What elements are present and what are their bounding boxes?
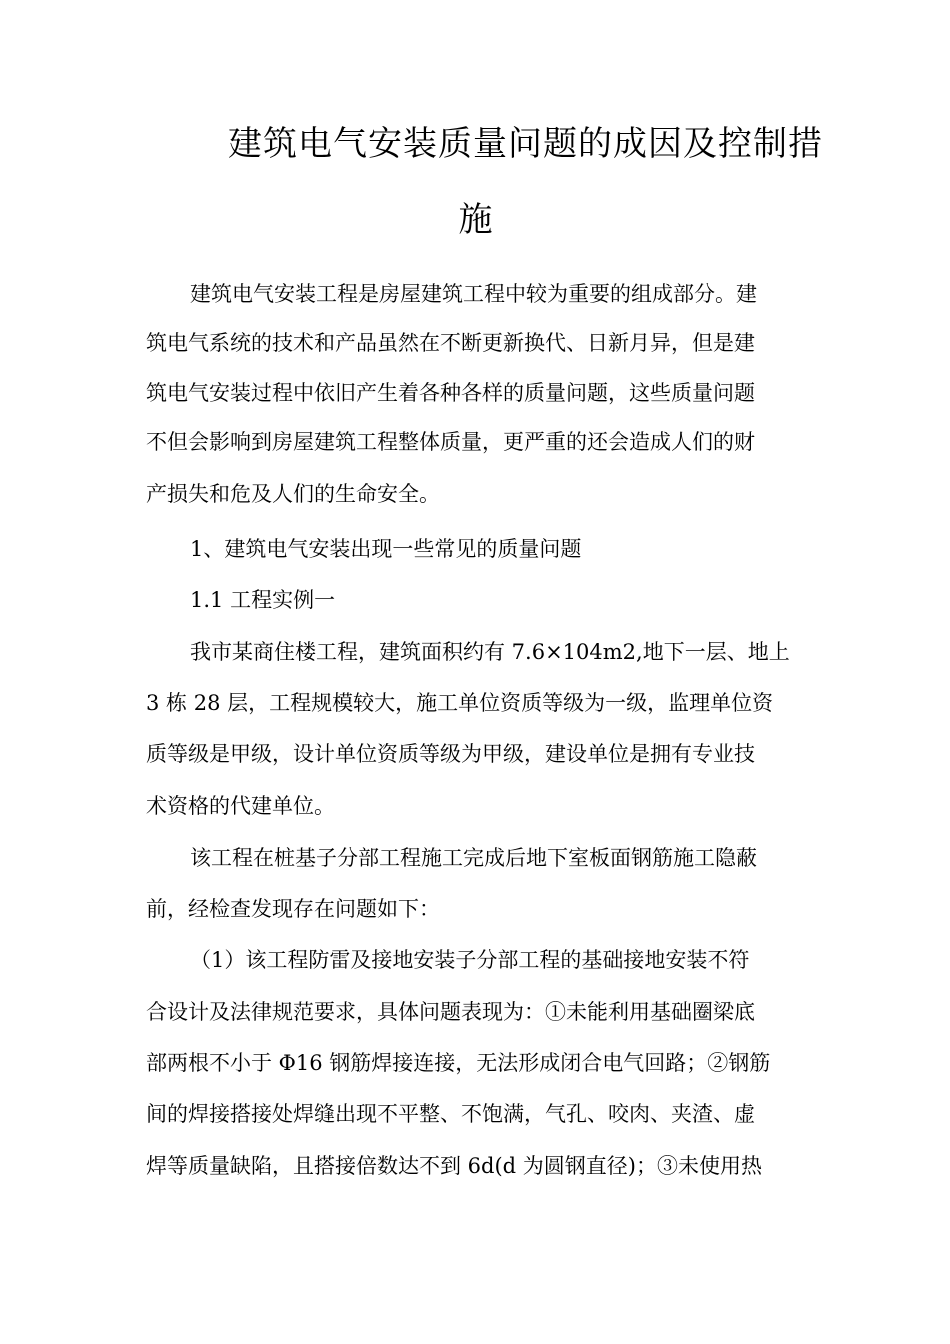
document-title-line-1: 建筑电气安装质量问题的成因及控制措: [228, 124, 823, 164]
paragraph-line: 我市某商住楼工程，建筑面积约有 7.6×104m2,地下一层、地上: [190, 640, 790, 664]
section-heading: 1、建筑电气安装出现一些常见的质量问题: [190, 537, 582, 561]
paragraph-line: 间的焊接搭接处焊缝出现不平整、不饱满，气孔、咬肉、夹渣、虚: [146, 1102, 755, 1126]
paragraph-line: （1）该工程防雷及接地安装子分部工程的基础接地安装不符: [190, 948, 750, 972]
paragraph-line: 产损失和危及人们的生命安全。: [146, 482, 440, 506]
paragraph-line: 建筑电气安装工程是房屋建筑工程中较为重要的组成部分。建: [190, 282, 757, 306]
paragraph-line: 筑电气安装过程中依旧产生着各种各样的质量问题，这些质量问题: [146, 381, 755, 405]
paragraph-line: 术资格的代建单位。: [146, 794, 335, 818]
subsection-heading: 1.1 工程实例一: [190, 588, 336, 612]
document-title-line-2: 施: [458, 200, 494, 240]
paragraph-line: 质等级是甲级，设计单位资质等级为甲级，建设单位是拥有专业技: [146, 742, 755, 766]
paragraph-line: 部两根不小于 Φ16 钢筋焊接连接，无法形成闭合电气回路；②钢筋: [146, 1051, 771, 1075]
paragraph-line: 合设计及法律规范要求，具体问题表现为：①未能利用基础圈梁底: [146, 1000, 755, 1024]
paragraph-line: 该工程在桩基子分部工程施工完成后地下室板面钢筋施工隐蔽: [190, 846, 757, 870]
paragraph-line: 前，经检查发现存在问题如下：: [146, 897, 440, 921]
paragraph-line: 焊等质量缺陷，且搭接倍数达不到 6d(d 为圆钢直径)；③未使用热: [146, 1154, 762, 1178]
paragraph-line: 筑电气系统的技术和产品虽然在不断更新换代、日新月异，但是建: [146, 331, 755, 355]
paragraph-line: 不但会影响到房屋建筑工程整体质量，更严重的还会造成人们的财: [146, 430, 755, 454]
paragraph-line: 3 栋 28 层，工程规模较大，施工单位资质等级为一级，监理单位资: [146, 691, 774, 715]
